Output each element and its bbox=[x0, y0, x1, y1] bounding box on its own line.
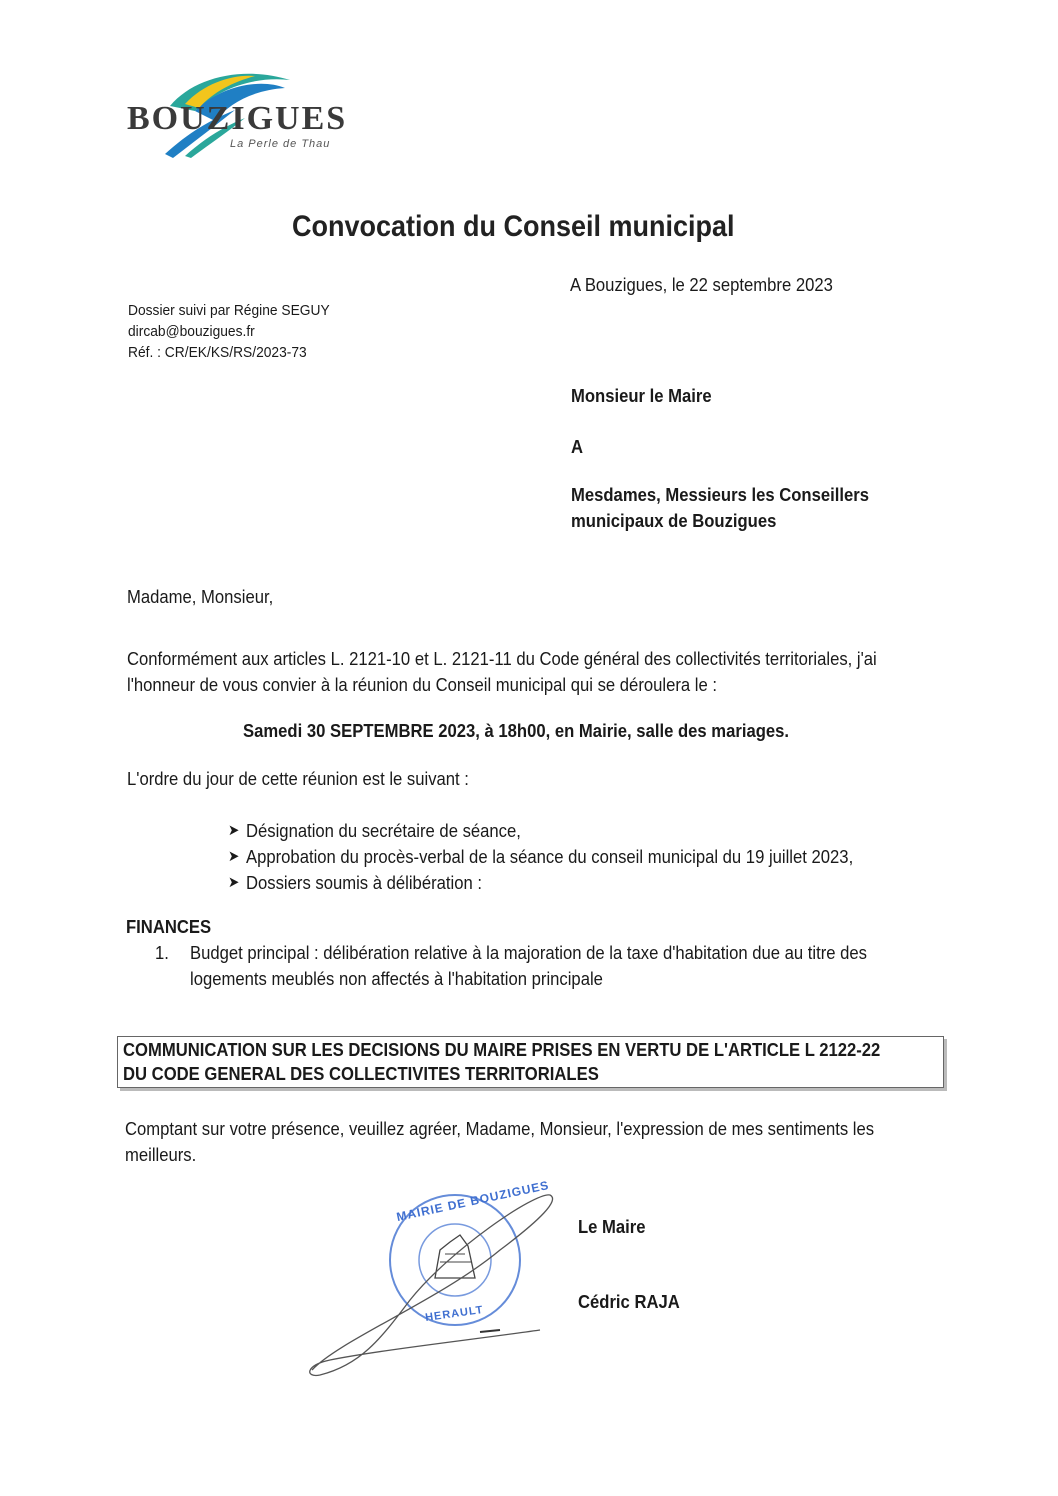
place-date: A Bouzigues, le 22 septembre 2023 bbox=[570, 274, 833, 295]
stamp-text-bottom: HERAULT bbox=[424, 1303, 485, 1325]
agenda-item-text: Dossiers soumis à délibération : bbox=[246, 872, 482, 893]
document-title: Convocation du Conseil municipal bbox=[292, 210, 735, 243]
agenda-item-text: Désignation du secrétaire de séance, bbox=[246, 820, 521, 841]
recipient-line-2: municipaux de Bouzigues bbox=[571, 510, 777, 531]
list-item bbox=[228, 818, 853, 844]
salutation: Madame, Monsieur, bbox=[127, 586, 274, 607]
finance-item-line-1: Budget principal : délibération relative à la majoration de la taxe d'habitation due au titre des bbox=[190, 942, 868, 963]
arrow-bullet-icon: ➤ bbox=[228, 874, 240, 891]
recipient-block bbox=[571, 482, 902, 534]
official-stamp bbox=[300, 1177, 570, 1380]
sender-title: Monsieur le Maire bbox=[571, 385, 712, 406]
closing-paragraph bbox=[125, 1116, 957, 1168]
agenda-item-text: Approbation du procès-verbal de la séance du conseil municipal du 19 juillet 2023, bbox=[246, 846, 854, 867]
stamp-seal-icon bbox=[300, 1190, 570, 1380]
intro-paragraph bbox=[127, 646, 960, 698]
recipient-line-1: Mesdames, Messieurs les Conseillers bbox=[571, 484, 870, 505]
agenda-list bbox=[228, 818, 923, 896]
list-item bbox=[228, 844, 853, 870]
communication-box bbox=[117, 1036, 944, 1088]
municipal-logo bbox=[125, 66, 385, 166]
logo-wordmark: BOUZIGUES bbox=[127, 100, 348, 137]
logo-tagline: La Perle de Thau bbox=[230, 138, 331, 150]
recipient-to-word: A bbox=[571, 436, 584, 457]
communication-line-2: DU CODE GENERAL DES COLLECTIVITES TERRITORIALES bbox=[123, 1063, 599, 1084]
closing-line-2: meilleurs. bbox=[125, 1144, 197, 1165]
stamp-text-top: MAIRIE DE BOUZIGUES bbox=[395, 1177, 551, 1225]
finance-item bbox=[190, 940, 942, 992]
arrow-bullet-icon: ➤ bbox=[228, 822, 240, 839]
signatory-role: Le Maire bbox=[578, 1216, 646, 1237]
sender-email: dircab@bouzigues.fr bbox=[128, 323, 255, 340]
sender-reference: Réf. : CR/EK/KS/RS/2023-73 bbox=[128, 344, 307, 361]
intro-line-2: l'honneur de vous convier à la réunion du Conseil municipal qui se déroulera le : bbox=[127, 674, 717, 695]
agenda-intro: L'ordre du jour de cette réunion est le suivant : bbox=[127, 768, 469, 789]
meeting-details: Samedi 30 SEPTEMBRE 2023, à 18h00, en Mairie, salle des mariages. bbox=[243, 720, 790, 741]
section-heading-finances: FINANCES bbox=[126, 916, 212, 937]
closing-line-1: Comptant sur votre présence, veuillez agréer, Madame, Monsieur, l'expression de mes sentiments les bbox=[125, 1118, 875, 1139]
communication-line-1: COMMUNICATION SUR LES DECISIONS DU MAIRE PRISES EN VERTU DE L'ARTICLE L 2122-22 bbox=[123, 1039, 881, 1060]
sender-contact: Dossier suivi par Régine SEGUY bbox=[128, 302, 330, 319]
signatory-name: Cédric RAJA bbox=[578, 1291, 680, 1312]
arrow-bullet-icon: ➤ bbox=[228, 848, 240, 865]
intro-line-1: Conformément aux articles L. 2121-10 et L. 2121-11 du Code général des collectivités territoriales, j'ai bbox=[127, 648, 877, 669]
finance-item-number: 1. bbox=[155, 942, 169, 963]
list-item bbox=[228, 870, 853, 896]
sender-block bbox=[128, 300, 347, 363]
finance-item-line-2: logements meublés non affectés à l'habitation principale bbox=[190, 968, 603, 989]
